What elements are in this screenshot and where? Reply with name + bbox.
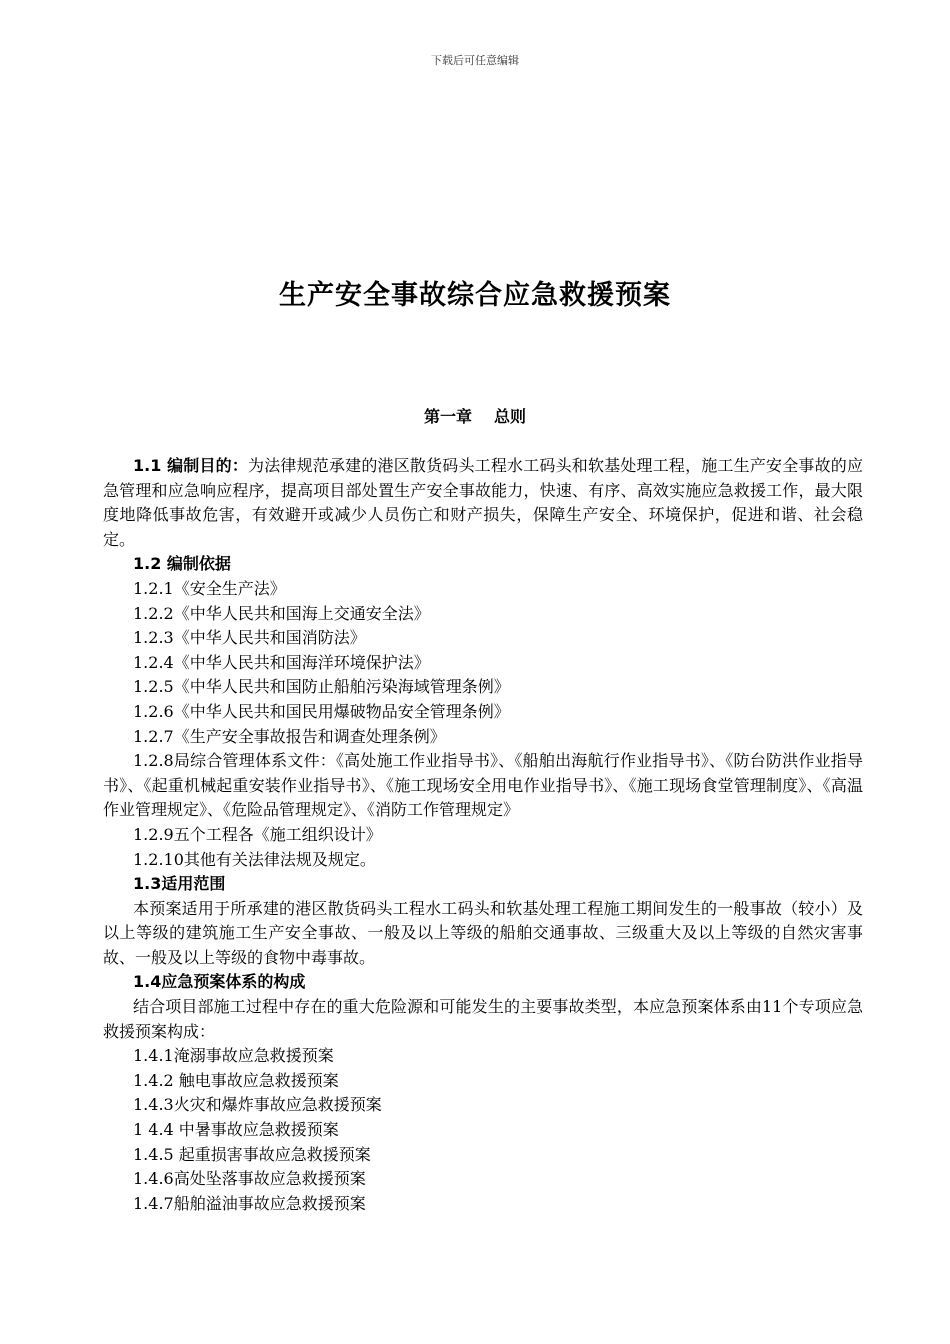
- section-1-3-heading: 1.3适用范围: [133, 874, 226, 894]
- section-1-1-heading: 1.1 编制目的：: [133, 456, 249, 475]
- list-item-1-4-3: 1.4.3火灾和爆炸事故应急救援预案: [133, 1095, 382, 1115]
- document-body: [103, 454, 863, 1216]
- list-item-1-2-4: 1.2.4《中华人民共和国海洋环境保护法》: [133, 652, 430, 672]
- section-1-4-heading: 1.4应急预案体系的构成: [133, 972, 306, 992]
- list-item-1-2-3: 1.2.3《中华人民共和国消防法》: [133, 628, 366, 648]
- chapter-heading: [0, 404, 950, 427]
- list-item-1-4-5: 1.4.5 起重损害事故应急救援预案: [133, 1144, 371, 1164]
- list-item-1-2-9: 1.2.9五个工程各《施工组织设计》: [133, 824, 382, 844]
- list-item-1-4-6: 1.4.6高处坠落事故应急救援预案: [133, 1169, 366, 1189]
- list-item-1-2-2: 1.2.2《中华人民共和国海上交通安全法》: [133, 603, 430, 623]
- section-1-2-heading: 1.2 编制依据: [133, 554, 231, 574]
- section-1-1-text: 为法律规范承建的港区散货码头工程水工码头和软基处理工程，施工生产安全事故的应急管理和应急响应程序，提高项目部处置生产安全事故能力，快速、有序、高效实施应急救援工作，最大限度地降低事故危害，有效避开或减少人员伤亡和财产损失，保障生产安全、环境保护，促进和谐、社会稳定。: [103, 456, 863, 549]
- list-item-1-2-1: 1.2.1《安全生产法》: [133, 578, 286, 598]
- list-item-1-2-5: 1.2.5《中华人民共和国防止船舶污染海域管理条例》: [133, 677, 510, 697]
- section-1-3-text: 本预案适用于所承建的港区散货码头工程水工码头和软基处理工程施工期间发生的一般事故（较小）及以上等级的建筑施工生产安全事故、一般及以上等级的船舶交通事故、三级重大及以上等级的自然灾害事故、一般及以上等级的食物中毒事故。: [103, 898, 863, 967]
- list-item-1-4-4: 1 4.4 中暑事故应急救援预案: [133, 1120, 339, 1140]
- list-item-1-2-8: 1.2.8局综合管理体系文件：《高处施工作业指导书》、《船舶出海航行作业指导书》、《防台防洪作业指导书》、《起重机械起重安装作业指导书》、《施工现场安全用电作业指导书》、《施工现场食堂管理制度》、《高温作业管理规定》、《危险品管理规定》、《消防工作管理规定》: [103, 751, 863, 820]
- list-item-1-4-1: 1.4.1淹溺事故应急救援预案: [133, 1046, 334, 1066]
- section-1-1-paragraph: [103, 454, 863, 552]
- list-item-1-4-2: 1.4.2 触电事故应急救援预案: [133, 1070, 339, 1090]
- header-note: 下载后可任意编辑: [431, 54, 519, 67]
- list-item-1-2-6: 1.2.6《中华人民共和国民用爆破物品安全管理条例》: [133, 701, 510, 721]
- list-item-1-4-7: 1.4.7船舶溢油事故应急救援预案: [133, 1193, 366, 1213]
- chapter-number: 第一章: [423, 407, 472, 426]
- chapter-name: 总则: [494, 407, 527, 426]
- section-1-4-text: 结合项目部施工过程中存在的重大危险源和可能发生的主要事故类型，本应急预案体系由11个专项应急救援预案构成：: [103, 997, 863, 1041]
- list-item-1-2-10: 1.2.10其他有关法律法规及规定。: [133, 849, 376, 869]
- list-item-1-2-7: 1.2.7《生产安全事故报告和调查处理条例》: [133, 726, 446, 746]
- document-title: 生产安全事故综合应急救援预案: [279, 280, 671, 311]
